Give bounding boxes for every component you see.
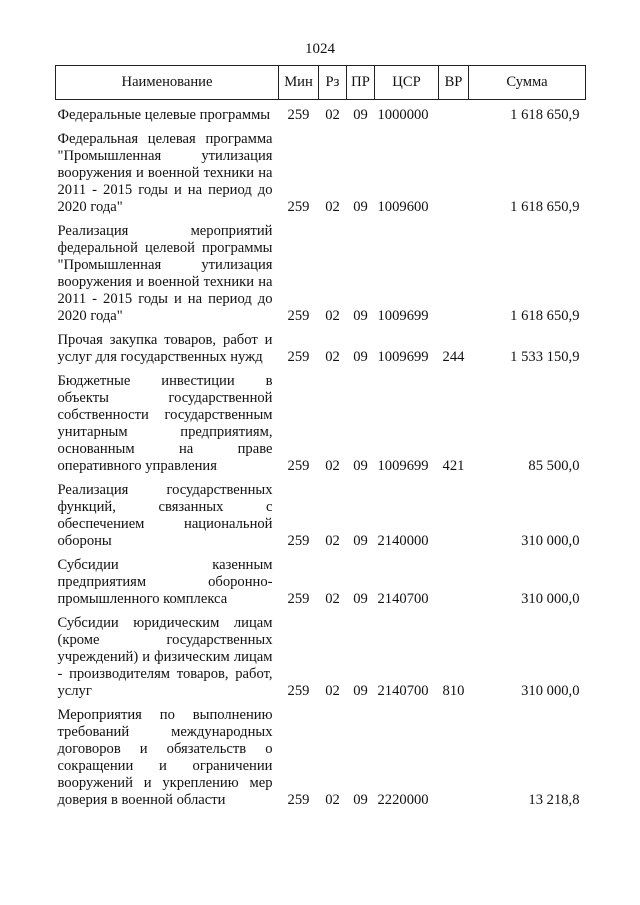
row-pr: 09 xyxy=(353,533,368,549)
row-csr: 2220000 xyxy=(377,792,429,808)
row-pr: 09 xyxy=(353,683,368,699)
row-min: 259 xyxy=(287,107,310,123)
row-rz: 02 xyxy=(325,591,340,607)
row-csr: 2140000 xyxy=(377,533,429,549)
header-name: Наименование xyxy=(56,66,279,100)
table-row xyxy=(56,475,586,550)
row-vr xyxy=(439,475,469,550)
row-sum: 85 500,0 xyxy=(528,458,580,474)
row-csr: 1009600 xyxy=(377,199,429,215)
row-pr: 09 xyxy=(353,308,368,324)
row-pr: 09 xyxy=(353,199,368,215)
row-vr: 244 xyxy=(442,349,465,365)
header-rz: Рз xyxy=(319,66,347,100)
table-row xyxy=(56,608,586,700)
table-row xyxy=(56,124,586,216)
row-pr: 09 xyxy=(353,591,368,607)
row-vr xyxy=(439,216,469,325)
row-name: Реализация государственных функций, связанных с обеспечением национальной обороны xyxy=(57,482,273,549)
row-pr: 09 xyxy=(353,792,368,808)
table-row xyxy=(56,700,586,809)
row-name: Федеральная целевая программа "Промышленная утилизация вооружения и военной техники на 2011 - 2015 годы и на период до 2020 года" xyxy=(57,131,273,215)
row-csr: 1009699 xyxy=(377,349,429,365)
row-pr: 09 xyxy=(353,107,368,123)
row-rz: 02 xyxy=(325,308,340,324)
row-rz: 02 xyxy=(325,199,340,215)
row-rz: 02 xyxy=(325,107,340,123)
row-name: Федеральные целевые программы xyxy=(57,107,271,123)
row-vr xyxy=(439,124,469,216)
header-sum: Сумма xyxy=(469,66,586,100)
row-csr: 1000000 xyxy=(377,107,429,123)
table-row xyxy=(56,366,586,475)
row-name: Субсидии казенным предприятиям оборонно-промышленного комплекса xyxy=(57,557,273,607)
row-sum: 13 218,8 xyxy=(528,792,580,808)
row-name: Мероприятия по выполнению требований международных договоров и обязательств о сокращении и ограничении вооружений и укреплению мер доверия в военной области xyxy=(57,707,273,808)
row-pr: 09 xyxy=(353,458,368,474)
row-min: 259 xyxy=(287,199,310,215)
row-min: 259 xyxy=(287,349,310,365)
row-vr xyxy=(439,100,469,125)
table-row xyxy=(56,325,586,366)
table-body xyxy=(56,100,586,810)
row-pr: 09 xyxy=(353,349,368,365)
row-min: 259 xyxy=(287,533,310,549)
row-name: Субсидии юридическим лицам (кроме государственных учреждений) и физическим лицам - производителям товаров, работ, услуг xyxy=(57,615,273,699)
row-min: 259 xyxy=(287,458,310,474)
table-header xyxy=(56,66,586,100)
row-rz: 02 xyxy=(325,533,340,549)
row-sum: 1 618 650,9 xyxy=(510,199,580,215)
row-rz: 02 xyxy=(325,349,340,365)
row-vr xyxy=(439,700,469,809)
row-min: 259 xyxy=(287,683,310,699)
header-min: Мин xyxy=(279,66,319,100)
row-sum: 310 000,0 xyxy=(521,533,580,549)
table-row xyxy=(56,216,586,325)
row-csr: 2140700 xyxy=(377,591,429,607)
row-csr: 1009699 xyxy=(377,308,429,324)
row-sum: 310 000,0 xyxy=(521,683,580,699)
page-number: 1024 xyxy=(305,41,335,57)
row-rz: 02 xyxy=(325,792,340,808)
row-name: Бюджетные инвестиции в объекты государственной собственности государственным унитарным предприятиям, основанным на праве оперативного управления xyxy=(57,373,273,474)
row-min: 259 xyxy=(287,591,310,607)
header-vr: ВР xyxy=(439,66,469,100)
table-row xyxy=(56,100,586,125)
header-pr: ПР xyxy=(347,66,375,100)
row-sum: 1 618 650,9 xyxy=(510,107,580,123)
header-csr: ЦСР xyxy=(375,66,439,100)
row-vr: 421 xyxy=(442,458,465,474)
row-name: Прочая закупка товаров, работ и услуг для государственных нужд xyxy=(57,332,273,365)
row-vr: 810 xyxy=(442,683,465,699)
row-sum: 310 000,0 xyxy=(521,591,580,607)
row-csr: 2140700 xyxy=(377,683,429,699)
row-min: 259 xyxy=(287,792,310,808)
table-row xyxy=(56,550,586,608)
row-sum: 1 533 150,9 xyxy=(510,349,580,365)
row-vr xyxy=(439,550,469,608)
row-csr: 1009699 xyxy=(377,458,429,474)
budget-table xyxy=(55,65,586,809)
row-name: Реализация мероприятий федеральной целевой программы "Промышленная утилизация вооружения и военной техники на 2011 - 2015 годы и на период до 2020 года" xyxy=(57,223,273,324)
row-rz: 02 xyxy=(325,683,340,699)
row-min: 259 xyxy=(287,308,310,324)
row-sum: 1 618 650,9 xyxy=(510,308,580,324)
row-rz: 02 xyxy=(325,458,340,474)
